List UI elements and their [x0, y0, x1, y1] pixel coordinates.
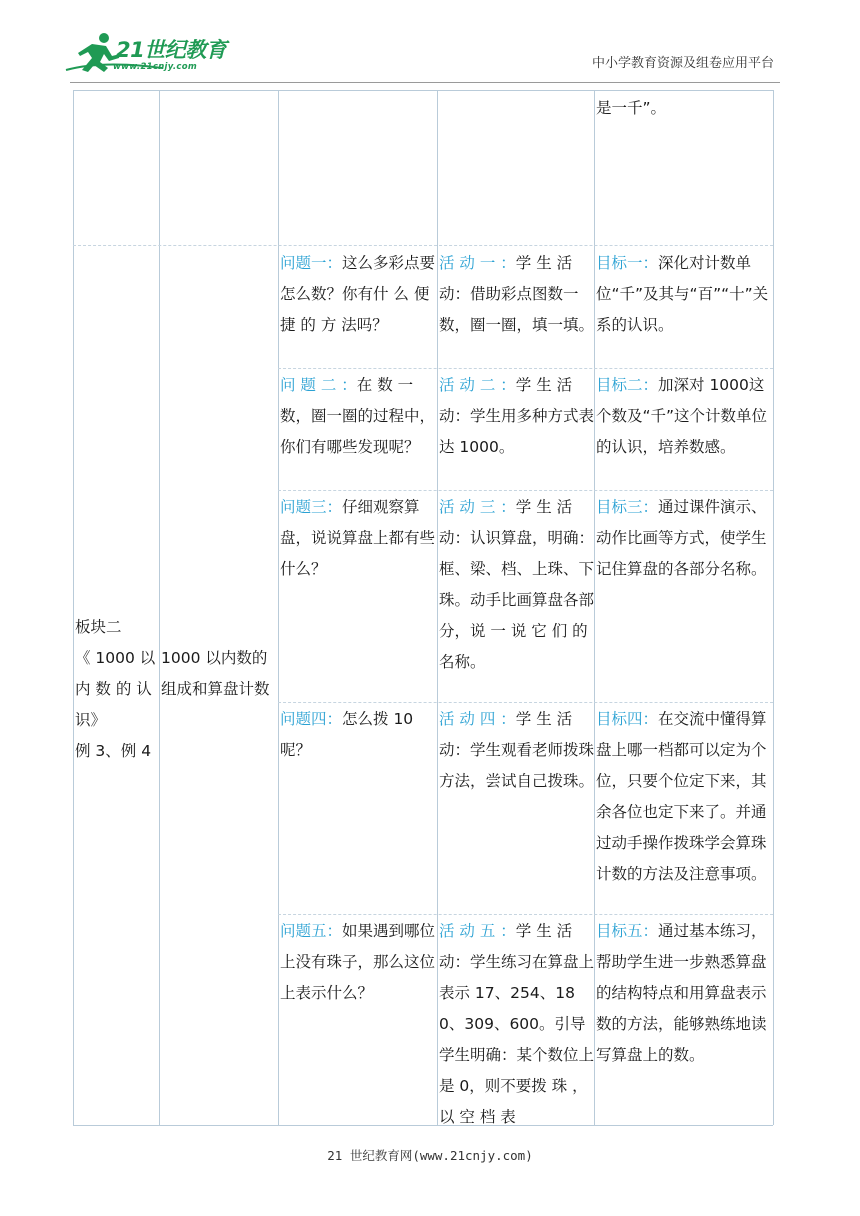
activity-label: 活 动 二 ：	[439, 376, 516, 394]
question-text: 怎么拨 10呢？	[280, 710, 414, 759]
goal-label: 目标二：	[596, 376, 659, 394]
goal-cell	[596, 916, 773, 1071]
question-cell	[280, 248, 437, 341]
activity-label: 活 动 四 ：	[439, 710, 516, 728]
module-line: 例 3、例 4	[75, 742, 152, 760]
table-border-top	[73, 90, 773, 91]
question-text: 仔细观察算盘，说说算盘上都有些什么？	[280, 498, 436, 578]
activity-text: 学 生 活动：认识算盘，明确：框、梁、档、上珠、下珠。动手比画算盘各部分，说 一 说 它 们 的 名称。	[439, 498, 595, 671]
question-label: 问题一：	[280, 254, 343, 272]
question-label: 问题五：	[280, 922, 343, 940]
topic-cell: 1000 以内数的组成和算盘计数	[161, 649, 270, 698]
question-cell	[280, 492, 437, 585]
goal-label: 目标五：	[596, 922, 659, 940]
table-row-divider	[278, 914, 773, 915]
table-cell-continued: 是一千”。	[596, 99, 667, 117]
module-line: 内 数 的 认	[75, 680, 152, 698]
table-border-right	[773, 90, 774, 1125]
logo-text: 21世纪教育	[116, 38, 227, 62]
module-label	[75, 612, 159, 767]
table-row-divider	[278, 490, 773, 491]
activity-cell	[439, 704, 594, 797]
table-border-bottom	[73, 1125, 773, 1126]
question-cell	[280, 370, 437, 463]
goal-text: 在交流中懂得算盘上哪一档都可以定为个位，只要个位定下来，其余各位也定下来了。并通过动手操作拨珠学会算珠计数的方法及注意事项。	[596, 710, 767, 883]
goal-cell	[596, 370, 773, 463]
question-text: 这么多彩点要怎么数？你有什 么 便 捷 的 方 法吗？	[280, 254, 436, 334]
activity-cell	[439, 492, 594, 678]
table-row-divider	[278, 368, 773, 369]
goal-label: 目标一：	[596, 254, 659, 272]
module-line: 板块二	[75, 618, 122, 636]
goal-text: 通过课件演示、动作比画等方式，使学生记住算盘的各部分名称。	[596, 498, 767, 578]
activity-cell	[439, 370, 594, 463]
platform-name: 中小学教育资源及组卷应用平台	[591, 56, 774, 71]
module-line: 《 1000 以	[75, 649, 156, 667]
question-text: 在 数 一数，圈一圈的过程中，你们有哪些发现呢？	[280, 376, 436, 456]
question-label: 问题三：	[280, 498, 343, 516]
question-text: 如果遇到哪位上没有珠子，那么这位上表示什么？	[280, 922, 436, 1002]
goal-label: 目标四：	[596, 710, 659, 728]
activity-label: 活 动 三 ：	[439, 498, 516, 516]
question-label: 问题四：	[280, 710, 343, 728]
table-row-divider	[278, 702, 773, 703]
goal-text: 通过基本练习，帮助学生进一步熟悉算盘的结构特点和用算盘表示数的方法，能够熟练地读写算盘上的数。	[596, 922, 767, 1064]
goal-label: 目标三：	[596, 498, 659, 516]
page-footer: 21 世纪教育网(www.21cnjy.com)	[327, 1148, 533, 1163]
goal-cell	[596, 704, 773, 890]
goal-text: 深化对计数单位“千”及其与“百”“十”关系的认识。	[596, 254, 769, 334]
question-cell	[280, 704, 437, 766]
goal-cell	[596, 492, 773, 585]
goal-cell	[596, 248, 773, 341]
activity-text: 学 生 活动：借助彩点图数一数，圈一圈，填一填。	[439, 254, 595, 334]
header-divider	[70, 82, 780, 83]
activity-text: 学 生 活动：学生练习在算盘上表示 17、254、180、309、600。引导学生明确：某个数位上是 0，则不要拨 珠 ， 以 空 档 表	[439, 922, 595, 1126]
goal-text: 加深对 1000这个数及“千”这个计数单位的认识，培养数感。	[596, 376, 768, 456]
activity-label: 活 动 一 ：	[439, 254, 516, 272]
activity-text: 学 生 活动：学生观看老师拨珠方法，尝试自己拨珠。	[439, 710, 595, 790]
question-label: 问 题 二 ：	[280, 376, 357, 394]
activity-label: 活 动 五 ：	[439, 922, 516, 940]
logo-url: www.21cnjy.com	[113, 62, 197, 72]
module-line: 识》	[75, 711, 107, 729]
activity-cell	[439, 248, 594, 341]
question-cell	[280, 916, 437, 1009]
activity-text: 学 生 活动：学生用多种方式表达 1000。	[439, 376, 595, 456]
activity-cell	[439, 916, 594, 1133]
table-row-divider	[73, 245, 773, 246]
